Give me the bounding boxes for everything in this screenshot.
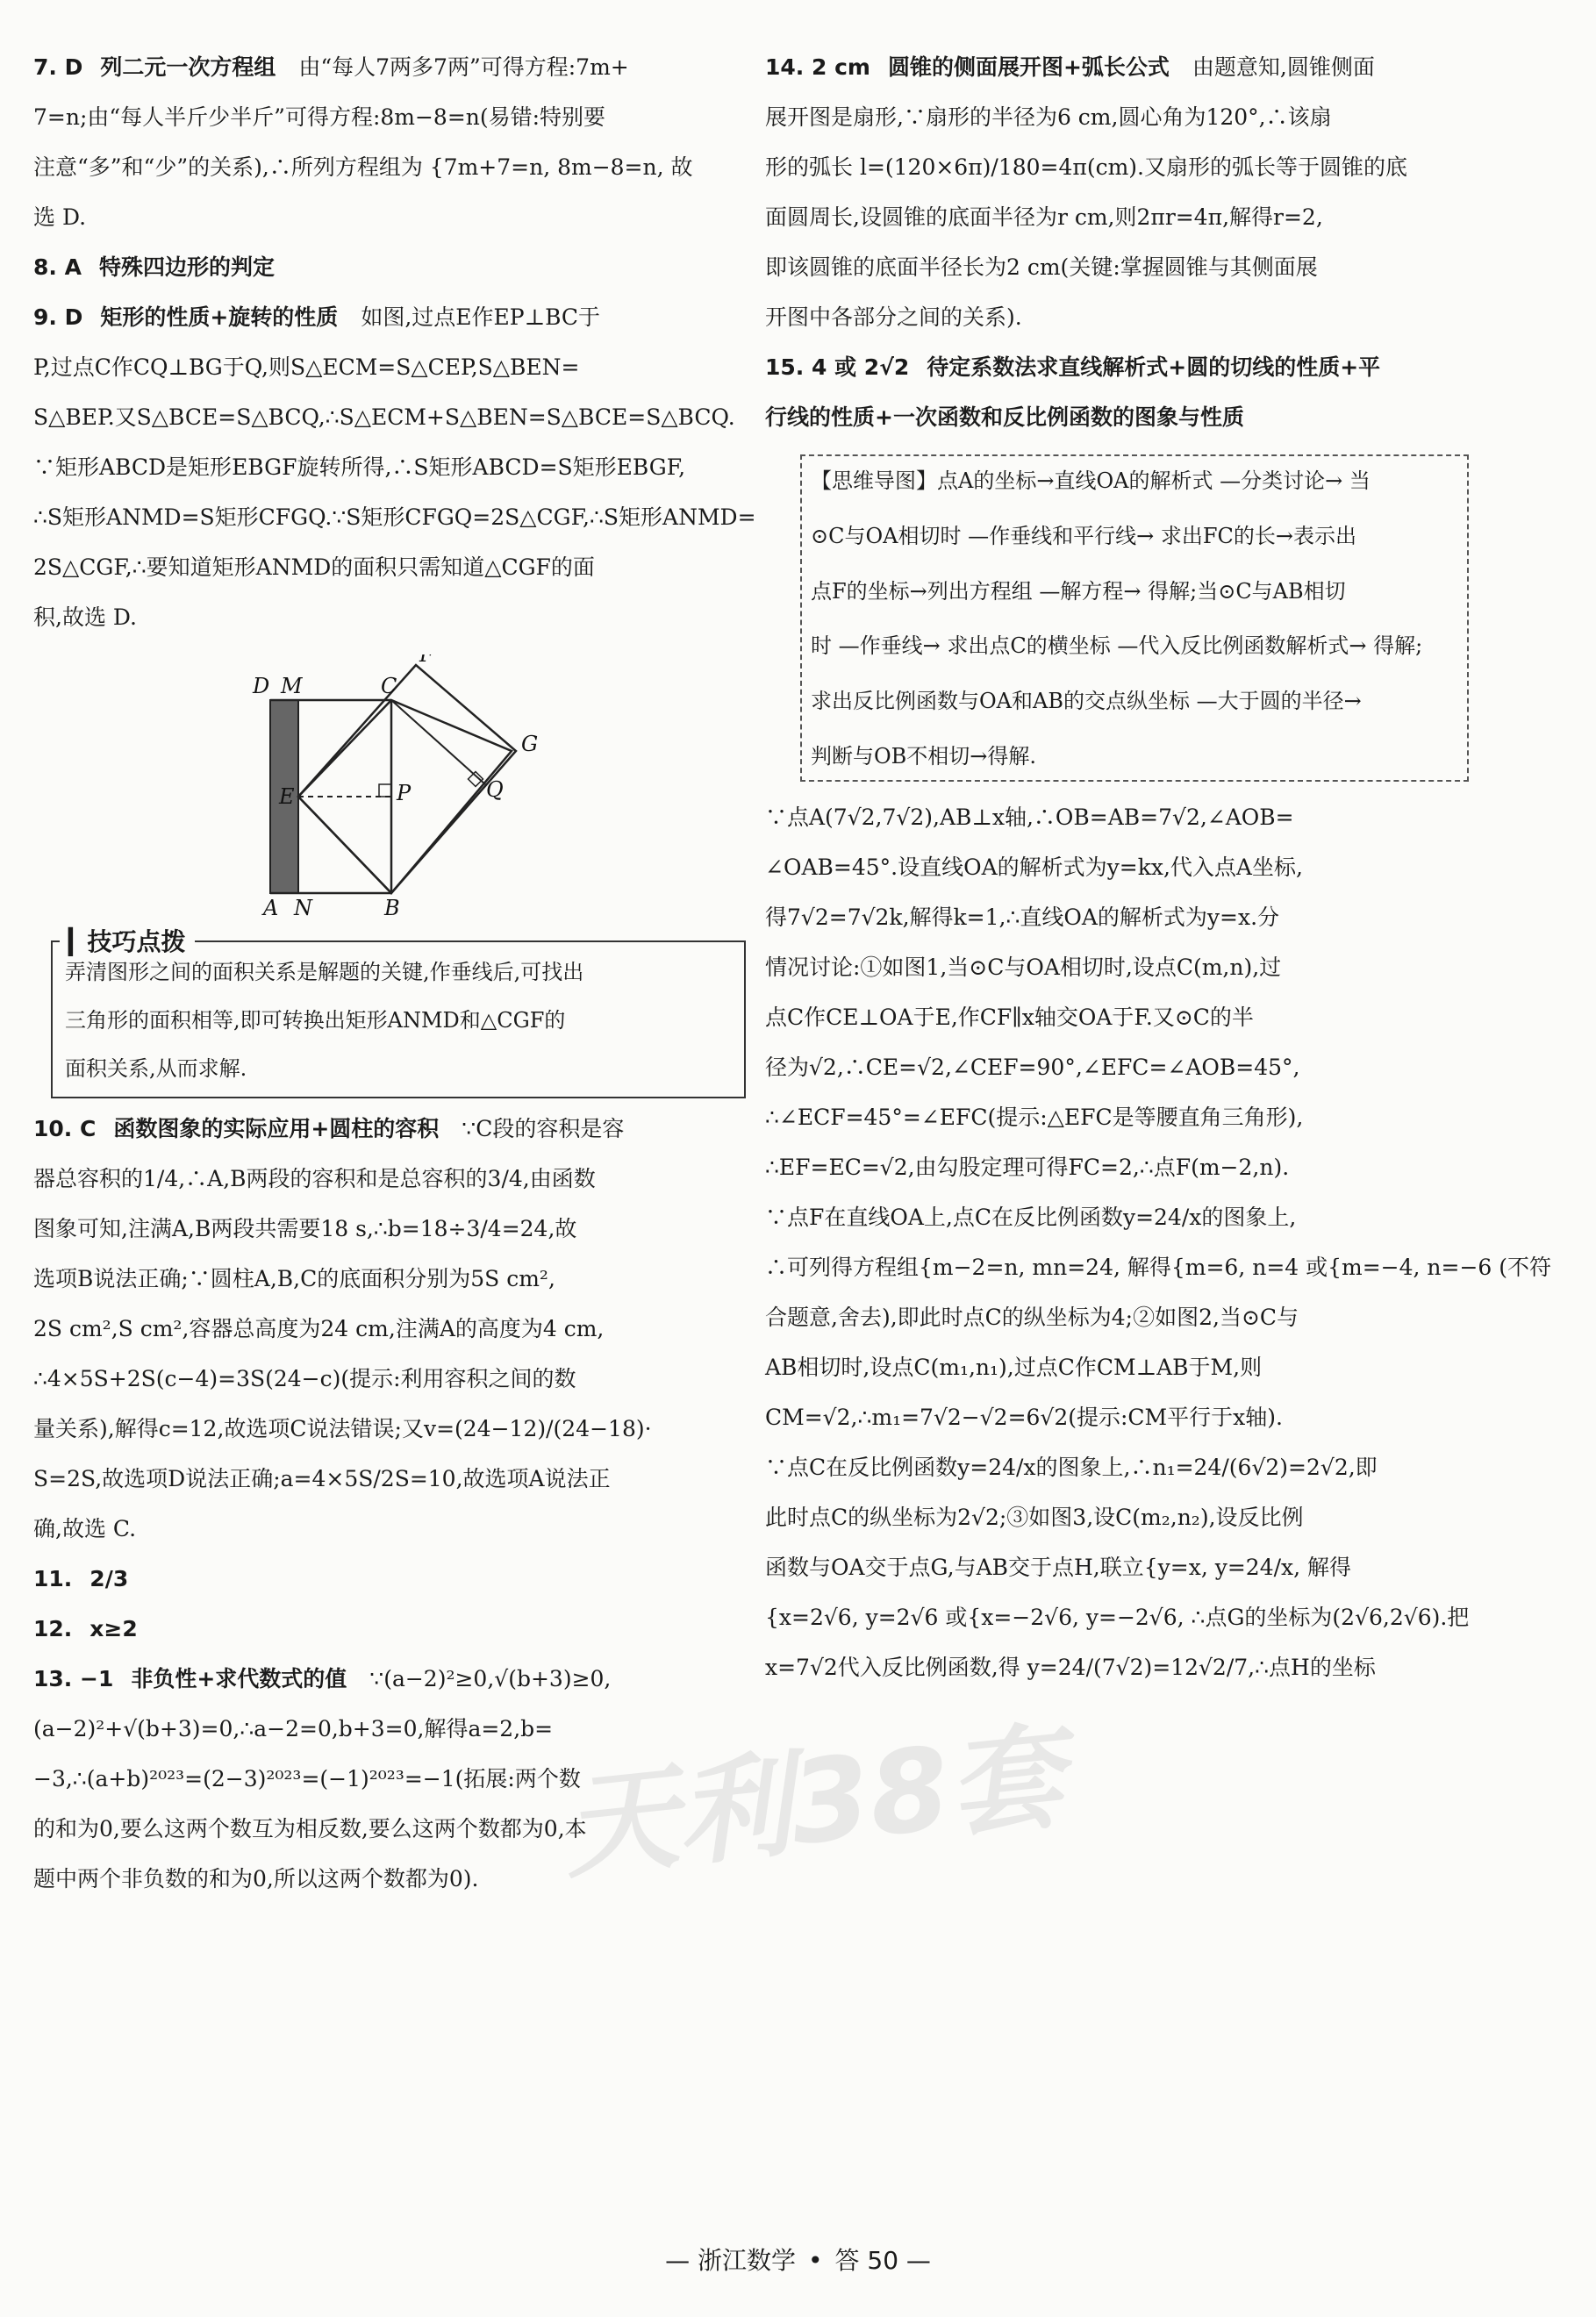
text-line: 确,故选 C. <box>33 1516 137 1542</box>
mind-map-line: 时 —作垂线→ 求出点C的横坐标 —代入反比例函数解析式→ 得解; <box>811 633 1423 659</box>
label-F: F <box>419 654 434 667</box>
text-line: {x=2√6, y=2√6 或{x=−2√6, y=−2√6, ∴点G的坐标为(2√6,2√6).把 <box>765 1604 1470 1630</box>
mind-map-box <box>800 454 1469 782</box>
label-C: C <box>381 674 397 698</box>
text-line: AB相切时,设点C(m₁,n₁),过点C作CM⊥AB于M,则 <box>765 1354 1263 1380</box>
item-topic: 函数图象的实际应用+圆柱的容积 <box>113 1116 440 1142</box>
item-number: 10. C <box>33 1116 97 1142</box>
item-topic-continued: 行线的性质+一次函数和反比例函数的图象与性质 <box>765 404 1244 430</box>
right-angle-mark-P <box>379 784 391 797</box>
text-line: 三角形的面积相等,即可转换出矩形ANMD和△CGF的 <box>65 1007 566 1033</box>
left-column <box>33 54 756 1916</box>
text-line: x=7√2代入反比例函数,得 y=24/(7√2)=12√2/7,∴点H的坐标 <box>765 1654 1376 1680</box>
item-number: 14. 2 cm <box>765 54 870 80</box>
text-line: 函数与OA交于点G,与AB交于点H,联立{y=x, y=24/x, 解得 <box>765 1554 1352 1580</box>
text-line: ∠OAB=45°.设直线OA的解析式为y=kx,代入点A坐标, <box>765 854 1303 880</box>
rectangle-rotation-figure <box>33 654 740 923</box>
text-line: 量关系),解得c=12,故选项C说法错误;又v=(24−12)/(24−18)· <box>33 1416 652 1442</box>
mind-map-line: 判断与OB不相切→得解. <box>811 743 1037 769</box>
item-topic: 圆锥的侧面展开图+弧长公式 <box>887 54 1170 80</box>
item-number: 12. <box>33 1616 73 1642</box>
text-line: 选 D. <box>33 204 87 230</box>
text-line: 点C作CE⊥OA于E,作CF∥x轴交OA于F.又⊙C的半 <box>765 1004 1254 1030</box>
text-line: 选项B说法正确;∵圆柱A,B,C的底面积分别为5S cm², <box>33 1266 555 1292</box>
answer-item-7: 7. D 列二元一次方程组 由“每人7两多7两”可得方程:7m+ 7=n;由“每人半斤少半斤”可得方程:8m−8=n(易错:特别要 注意“多”和“少”的关系),∴所列方程组为 {7m+7=n, 8m−8=n, 故 选 D. <box>33 54 740 231</box>
item-number: 8. A <box>33 254 82 280</box>
answer-item-10: 10. C 函数图象的实际应用+圆柱的容积 ∵C段的容积是容 器总容积的1/4,∴A,B两段的容积和是总容积的3/4,由函数 图象可知,注满A,B两段共需要18 s,∴b=18÷3/4=24,故 选项B说法正确;∵圆柱A,B,C的底面积分别为5S cm², 2S cm²,S cm²,容器总高度为24 cm,注满A的高度为4 cm, ∴4×5S+2S(c−4)=3S(24−c)(提示:利用容积之间的数 量关系),解得c=12,故选项C说法错误;又v=(24−12)/(24−18)· S=2S,故选项D说法正确;a=4×5S/2S=10,故选项A说法正 确,故选 C. <box>33 1116 740 1542</box>
answer-item-8 <box>33 254 740 281</box>
text-line: 图象可知,注满A,B两段共需要18 s,∴b=18÷3/4=24,故 <box>33 1216 577 1242</box>
text-line: 器总容积的1/4,∴A,B两段的容积和是总容积的3/4,由函数 <box>33 1166 596 1192</box>
answer-item-15 <box>765 354 1552 1681</box>
text-line: (a−2)²+√(b+3)=0,∴a−2=0,b+3=0,解得a=2,b= <box>33 1716 554 1742</box>
label-E: E <box>279 784 295 809</box>
text-line: ∵点F在直线OA上,点C在反比例函数y=24/x的图象上, <box>765 1204 1297 1230</box>
watermark-logo: 天利38套 <box>556 1709 1070 1895</box>
label-D: D <box>253 674 270 698</box>
label-M: M <box>281 674 303 698</box>
text-line: 此时点C的纵坐标为2√2;③如图3,设C(m₂,n₂),设反比例 <box>765 1504 1304 1530</box>
text-line: 2S cm²,S cm²,容器总高度为24 cm,注满A的高度为4 cm, <box>33 1316 605 1342</box>
item-answer: x≥2 <box>89 1616 138 1642</box>
text-line: 情况讨论:①如图1,当⊙C与OA相切时,设点C(m,n),过 <box>765 954 1282 980</box>
text-line: 即该圆锥的底面半径长为2 cm(关键:掌握圆锥与其侧面展 <box>765 254 1318 280</box>
text-line: 积,故选 D. <box>33 604 137 630</box>
text-line: 2S△CGF,∴要知道矩形ANMD的面积只需知道△CGF的面 <box>33 554 595 580</box>
answer-item-9: 9. D 矩形的性质+旋转的性质 如图,过点E作EP⊥BC于 P,过点C作CQ⊥BG于Q,则S△ECM=S△CEP,S△BEN= S△BEP.又S△BCE=S△BCQ,∴S△ECM+S△BEN=S△BCE=S△BCQ. ∵矩形ABCD是矩形EBGF旋转所得,∴S矩形ABCD=S矩形EBGF, ∴S矩形ANMD=S矩形CFGQ.∵S矩形CFGQ=2S△CGF,∴S矩形ANMD= 2S△CGF,∴要知道矩形ANMD的面积只需知道△CGF的面 积,故选 D. <box>33 304 756 630</box>
text-line: 题中两个非负数的和为0,所以这两个数都为0). <box>33 1866 479 1892</box>
text-line: 弄清图形之间的面积关系是解题的关键,作垂线后,可找出 <box>65 960 584 984</box>
text-line: 得7√2=7√2k,解得k=1,∴直线OA的解析式为y=x.分 <box>765 904 1280 930</box>
text-line: CM=√2,∴m₁=7√2−√2=6√2(提示:CM平行于x轴). <box>765 1404 1283 1430</box>
text-line: 的和为0,要么这两个数互为相反数,要么这两个数都为0,本 <box>33 1816 587 1842</box>
item-number: 13. −1 <box>33 1666 114 1692</box>
text-line: ∴4×5S+2S(c−4)=3S(24−c)(提示:利用容积之间的数 <box>33 1366 576 1392</box>
answer-item-13: 13. −1 非负性+求代数式的值 ∵(a−2)²≥0,√(b+3)≥0, (a−2)²+√(b+3)=0,∴a−2=0,b+3=0,解得a=2,b= −3,∴(a+b)²⁰²³=(2−3)²⁰²³=(−1)²⁰²³=−1(拓展:两个数 的和为0,要么这两个数互为相反数,要么这两个数都为0,本 题中两个非负数的和为0,所以这两个数都为0). <box>33 1666 740 1892</box>
label-B: B <box>384 896 400 918</box>
text-line: 形的弧长 l=(120×6π)/180=4π(cm).又扇形的弧长等于圆锥的底 <box>765 154 1407 180</box>
page-footer <box>0 2242 1596 2277</box>
text-line: S=2S,故选项D说法正确;a=4×5S/2S=10,故选项A说法正 <box>33 1466 611 1492</box>
item-number: 11. <box>33 1566 73 1592</box>
mind-map-line: ⊙C与OA相切时 —作垂线和平行线→ 求出FC的长→表示出 <box>811 523 1356 548</box>
item-topic: 待定系数法求直线解析式+圆的切线的性质+平 <box>927 354 1381 380</box>
text-line: ∴S矩形ANMD=S矩形CFGQ.∵S矩形CFGQ=2S△CGF,∴S矩形ANMD= <box>33 504 756 530</box>
text-line: ∵点A(7√2,7√2),AB⊥x轴,∴OB=AB=7√2,∠AOB= <box>765 804 1294 830</box>
item-topic: 列二元一次方程组 <box>100 54 276 80</box>
item-topic: 矩形的性质+旋转的性质 <box>100 304 339 330</box>
text-line: −3,∴(a+b)²⁰²³=(2−3)²⁰²³=(−1)²⁰²³=−1(拓展:两个数 <box>33 1766 581 1792</box>
tip-title: ▎技巧点拨 <box>60 923 195 958</box>
answer-item-12 <box>33 1616 740 1642</box>
text-line: S△BEP.又S△BCE=S△BCQ,∴S△ECM+S△BEN=S△BCE=S△BCQ. <box>33 404 735 430</box>
text-line: ∵矩形ABCD是矩形EBGF旋转所得,∴S矩形ABCD=S矩形EBGF, <box>33 454 686 480</box>
answer-item-11 <box>33 1566 740 1592</box>
text-line: 展开图是扇形,∵扇形的半径为6 cm,圆心角为120°,∴该扇 <box>765 104 1332 130</box>
text-line: ∴EF=EC=√2,由勾股定理可得FC=2,∴点F(m−2,n). <box>765 1154 1290 1180</box>
item-number: 15. 4 或 2√2 <box>765 354 910 380</box>
mind-map-line: 求出反比例函数与OA和AB的交点纵坐标 —大于圆的半径→ <box>811 689 1362 714</box>
mind-map-line: 【思维导图】点A的坐标→直线OA的解析式 —分类讨论→ 当 <box>811 468 1371 493</box>
text-line: ∴可列得方程组{m−2=n, mn=24, 解得{m=6, n=4 或{m=−4, n=−6 (不符 <box>765 1254 1552 1280</box>
label-P: P <box>397 781 412 805</box>
footer-page-number: 答 50 — <box>834 2246 931 2275</box>
item-topic: 特殊四边形的判定 <box>98 254 275 280</box>
text-line: 径为√2,∴CE=√2,∠CEF=90°,∠EFC=∠AOB=45°, <box>765 1054 1300 1080</box>
mind-map-line: 点F的坐标→列出方程组 —解方程→ 得解;当⊙C与AB相切 <box>811 578 1346 604</box>
footer-dot: • <box>807 2246 823 2275</box>
text-line: 面积关系,从而求解. <box>65 1055 247 1081</box>
text-line: 面圆周长,设圆锥的底面半径为r cm,则2πr=4π,解得r=2, <box>765 204 1323 230</box>
geometry-diagram <box>33 654 740 918</box>
tip-box <box>51 927 746 1098</box>
text-line: ∴∠ECF=45°=∠EFC(提示:△EFC是等腰直角三角形), <box>765 1104 1304 1130</box>
right-angle-mark-Q <box>469 772 483 787</box>
text-line: 7=n;由“每人半斤少半斤”可得方程:8m−8=n(易错:特别要 <box>33 104 606 130</box>
text-line: P,过点C作CQ⊥BG于Q,则S△ECM=S△CEP,S△BEN= <box>33 354 580 380</box>
footer-subject: — 浙江数学 <box>665 2246 796 2275</box>
label-Q: Q <box>486 777 504 802</box>
answer-item-14: 14. 2 cm 圆锥的侧面展开图+弧长公式 由题意知,圆锥侧面 展开图是扇形,∵扇形的半径为6 cm,圆心角为120°,∴该扇 形的弧长 l=(120×6π)/180=4π(cm).又扇形的弧长等于圆锥的底 面圆周长,设圆锥的底面半径为r cm,则2πr=4π,解得r=2, 即该圆锥的底面半径长为2 cm(关键:掌握圆锥与其侧面展 开图中各部分之间的关系). <box>765 54 1463 331</box>
label-N: N <box>294 896 312 918</box>
label-A: A <box>263 896 279 918</box>
text-line: 开图中各部分之间的关系). <box>765 304 1022 330</box>
text-line: ∵点C在反比例函数y=24/x的图象上,∴n₁=24/(6√2)=2√2,即 <box>765 1454 1378 1480</box>
right-column <box>765 54 1552 1705</box>
text-line: 注意“多”和“少”的关系),∴所列方程组为 {7m+7=n, 8m−8=n, 故 <box>33 154 693 180</box>
item-number: 9. D <box>33 304 83 330</box>
item-topic: 非负性+求代数式的值 <box>131 1666 347 1692</box>
item-number: 7. D <box>33 54 83 80</box>
text-line: 合题意,舍去),即此时点C的纵坐标为4;②如图2,当⊙C与 <box>765 1304 1299 1330</box>
item-answer: 2/3 <box>89 1566 129 1592</box>
label-G: G <box>521 732 539 756</box>
